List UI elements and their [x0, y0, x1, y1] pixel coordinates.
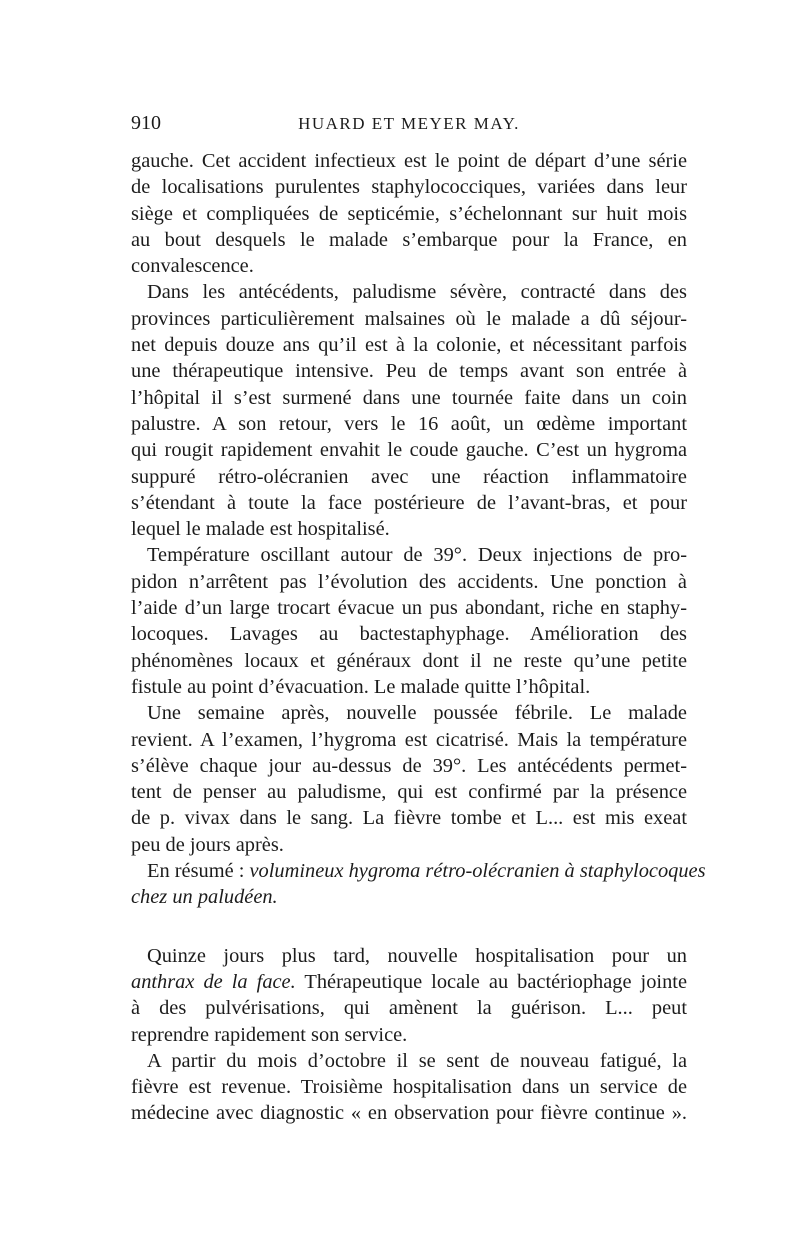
text-line: s’élève chaque jour au-dessus de 39°. Les antécédents permet-: [131, 754, 687, 777]
text-line: Quinze jours plus tard, nouvelle hospitalisation pour un: [147, 944, 687, 967]
summary-lead: En résumé :: [147, 860, 250, 883]
paragraph-1: [131, 148, 687, 279]
running-head: [131, 112, 687, 140]
text-line: qui rougit rapidement envahit le coude gauche. C’est un hygroma: [131, 439, 687, 462]
book-page: [131, 112, 706, 1127]
text-line: médecine avec diagnostic « en observation pour fièvre continue ».: [131, 1102, 687, 1125]
text-line: de p. vivax dans le sang. La fièvre tombe et L... est mis exeat: [131, 807, 687, 830]
text-line: A partir du mois d’octobre il se sent de nouveau fatigué, la: [147, 1049, 687, 1072]
paragraph-6: [131, 1048, 687, 1127]
paragraph-2: [131, 279, 687, 542]
text-line: fistule au point d’évacuation. Le malade quitte l’hôpital.: [131, 675, 591, 698]
text-line: tent de penser au paludisme, qui est confirmé par la présence: [131, 781, 687, 804]
summary-line: chez un paludéen.: [131, 886, 278, 909]
paragraph-5: [131, 943, 687, 1048]
text-line: pidon n’arrêtent pas l’évolution des accidents. Une ponction à: [131, 570, 687, 593]
text-line: à des pulvérisations, qui amènent la guérison. L... peut: [131, 997, 687, 1020]
text-line: l’hôpital il s’est surmené dans une tournée faite dans un coin: [131, 386, 687, 409]
text-line: revient. A l’examen, l’hygroma est cicatrisé. Mais la température: [131, 728, 687, 751]
text-line: fièvre est revenue. Troisième hospitalisation dans un service de: [131, 1076, 687, 1099]
text-line: de localisations purulentes staphylococciques, variées dans leur: [131, 176, 687, 199]
text-line: Dans les antécédents, paludisme sévère, contracté dans des: [147, 281, 687, 304]
text-line: l’aide d’un large trocart évacue un pus abondant, riche en staphy-: [131, 597, 687, 620]
text-line: net depuis douze ans qu’il est à la colonie, et nécessitant parfois: [131, 334, 687, 357]
paragraph-4: [131, 700, 687, 858]
paragraph-3: [131, 542, 687, 700]
text-line: phénomènes locaux et généraux dont il ne reste qu’une petite: [131, 649, 687, 672]
summary-paragraph: [131, 858, 706, 911]
text-line: lequel le malade est hospitalisé.: [131, 518, 390, 541]
text-line: Une semaine après, nouvelle poussée fébrile. Le malade: [147, 702, 687, 725]
text-line: s’étendant à toute la face postérieure de l’avant-bras, et pour: [131, 491, 687, 514]
text-line: reprendre rapidement son service.: [131, 1023, 408, 1046]
text-line: suppuré rétro-olécranien avec une réaction inflammatoire: [131, 465, 687, 488]
text-line: peu de jours après.: [131, 833, 284, 856]
text-line: convalescence.: [131, 255, 254, 278]
text-line: [131, 969, 687, 995]
text-line: gauche. Cet accident infectieux est le point de départ d’une série: [131, 150, 687, 172]
summary-italic-text: volumineux hygroma rétro-olécranien à staphylocoques: [249, 860, 706, 883]
running-title: HUARD ET MEYER MAY.: [298, 114, 520, 133]
summary-line: [131, 858, 706, 884]
text-line: palustre. A son retour, vers le 16 août, un œdème important: [131, 412, 687, 435]
text-line: une thérapeutique intensive. Peu de temps avant son entrée à: [131, 360, 687, 383]
text-line: au bout desquels le malade s’embarque pour la France, en: [131, 228, 687, 251]
italic-phrase: anthrax de la face.: [131, 970, 296, 993]
section-gap: [131, 911, 687, 943]
text-line: locoques. Lavages au bactestaphyphage. Amélioration des: [131, 623, 687, 646]
page-number: 910: [131, 112, 161, 134]
text-line: provinces particulièrement malsaines où le malade a dû séjour-: [131, 307, 687, 330]
text-line: siège et compliquées de septicémie, s’échelonnant sur huit mois: [131, 202, 687, 225]
text-line: Température oscillant autour de 39°. Deux injections de pro-: [147, 544, 687, 567]
text-run: Thérapeutique locale au bactériophage jointe: [295, 970, 687, 993]
